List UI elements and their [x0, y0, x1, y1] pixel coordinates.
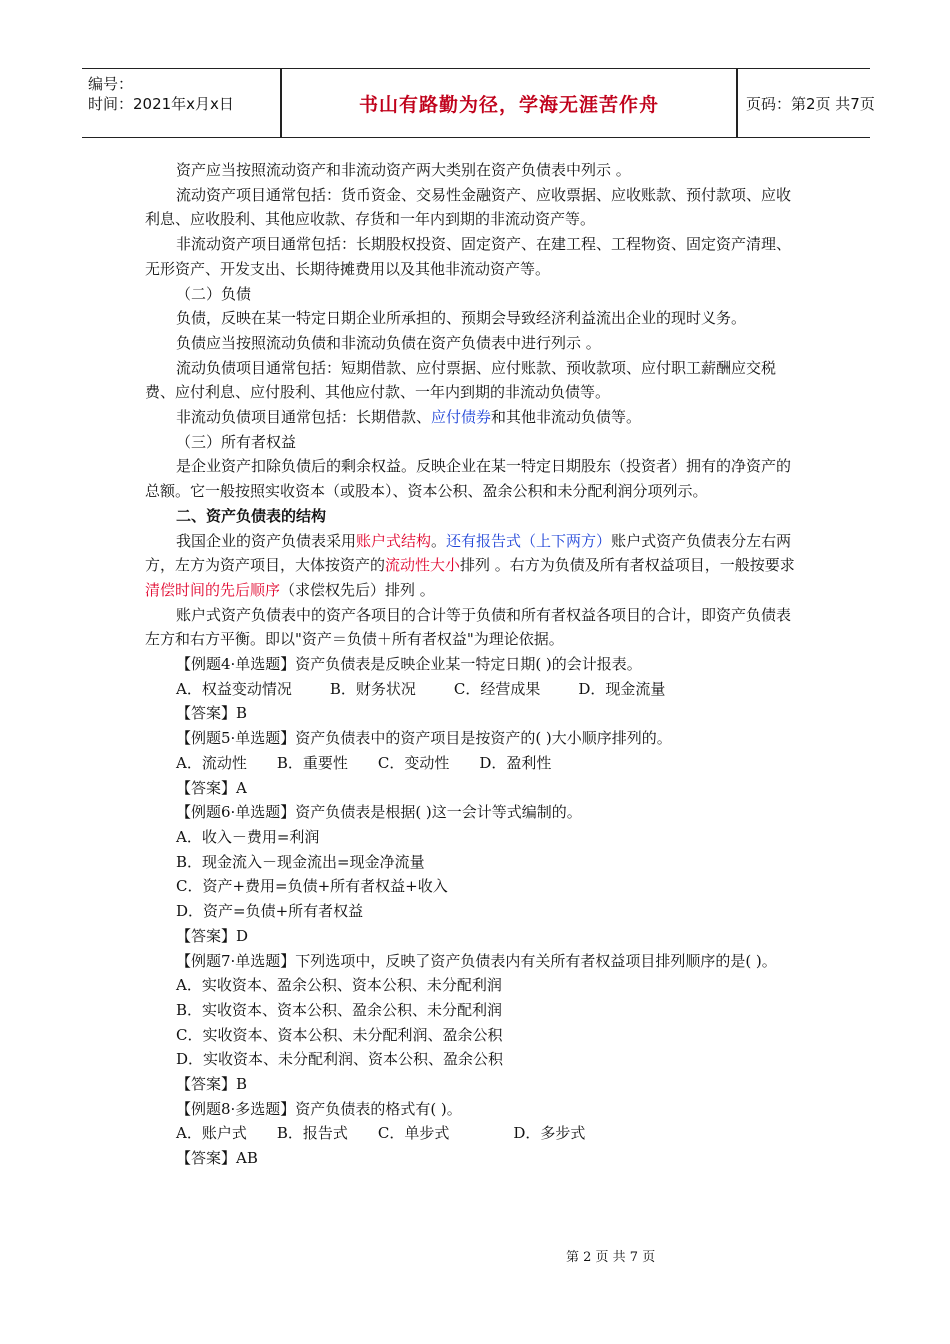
section-heading-equity: （三）所有者权益 [176, 432, 297, 451]
option: D．盈利性 [479, 753, 552, 772]
highlight-account-form: 账户式结构 [356, 531, 432, 550]
option: D．资产=负债+所有者权益 [176, 902, 364, 921]
text-run: 我国企业的资产负债表采用 [176, 531, 357, 550]
paragraph: 流动资产项目通常包括：货币资金、交易性金融资产、应收票据、应收账款、预付款项、应收利息、应收股利、其他应收款、存货和一年内到期的非流动资产等。 [145, 185, 792, 229]
paragraph: 负债，反映在某一特定日期企业所承担的、预期会导致经济利益流出企业的现时义务。 [176, 309, 747, 328]
option: B．重要性 [276, 753, 348, 772]
paragraph: 账户式资产负债表中的资产各项目的合计等于负债和所有者权益各项目的合计，即资产负债表左方和右方平衡。即以"资产＝负债＋所有者权益"为理论依据。 [145, 605, 792, 649]
header-meta [82, 69, 280, 137]
option: A．实收资本、盈余公积、资本公积、未分配利润 [176, 976, 502, 995]
answer-5: 【答案】A [176, 778, 247, 797]
answer-7: 【答案】B [176, 1075, 248, 1094]
text-run: （求偿权先后）排列 。 [280, 580, 435, 599]
highlight-repayment-order: 清偿时间的先后顺序 [145, 580, 281, 599]
answer-4: 【答案】B [176, 704, 248, 723]
paragraph: 负债应当按照流动负债和非流动负债在资产负债表中进行列示 。 [176, 333, 601, 352]
question-5-options [145, 751, 805, 776]
paragraph: 资产应当按照流动资产和非流动资产两大类别在资产负债表中列示 。 [176, 161, 631, 179]
option: A．流动性 [176, 753, 247, 772]
question-5: 【例题5·单选题】资产负债表中的资产项目是按资产的( )大小顺序排列的。 [176, 729, 672, 748]
option: C．经营成果 [453, 679, 541, 698]
option: C．实收资本、资本公积、未分配利润、盈余公积 [176, 1025, 503, 1044]
paragraph: 非流动资产项目通常包括：长期股权投资、固定资产、在建工程、工程物资、固定资产清理、无形资产、开发支出、长期待摊费用以及其他非流动资产等。 [145, 235, 792, 278]
header-page [738, 69, 875, 137]
answer-6: 【答案】D [176, 926, 249, 945]
section-heading-liabilities: （二）负债 [176, 284, 252, 303]
option: C．单步式 [377, 1124, 450, 1143]
text-run: 非流动负债项目通常包括：长期借款、 [176, 408, 432, 427]
document-number: 编号： [88, 75, 134, 93]
paragraph [145, 529, 805, 603]
question-4-options [145, 677, 805, 702]
option: D．现金流量 [578, 679, 666, 698]
option: B．财务状况 [329, 679, 416, 698]
section-heading-structure: 二、资产负债表的结构 [176, 506, 327, 525]
page-indicator: 页码：第2页 共7页 [746, 94, 875, 113]
highlight-liquidity: 流动性大小 [385, 556, 461, 575]
option: C．资产+费用=负债+所有者权益+收入 [176, 877, 448, 896]
question-7: 【例题7·单选题】下列选项中，反映了资产负债表内有关所有者权益项目排列顺序的是( )。 [176, 951, 777, 970]
document-date: 时间：2021年x月x日 [88, 95, 234, 113]
option: A．权益变动情况 [176, 679, 292, 698]
text-run: 排列 。右方为负债及所有者权益项目，一般按要求 [460, 556, 795, 575]
question-8: 【例题8·多选题】资产负债表的格式有( )。 [176, 1099, 462, 1118]
question-6: 【例题6·单选题】资产负债表是根据( )这一会计等式编制的。 [176, 803, 582, 822]
highlight-bonds: 应付债券 [431, 408, 492, 427]
paragraph: 流动负债项目通常包括：短期借款、应付票据、应付账款、预收款项、应付职工薪酬应交税费、应付利息、应付股利、其他应付款、一年内到期的非流动负债等。 [145, 358, 777, 402]
page-footer: 第 2 页 共 7 页 [566, 1250, 656, 1265]
option: B．实收资本、资本公积、盈余公积、未分配利润 [176, 1000, 503, 1019]
paragraph: 是企业资产扣除负债后的剩余权益。反映企业在某一特定日期股东（投资者）拥有的净资产的总额。它一般按照实收资本（或股本）、资本公积、盈余公积和未分配利润分项列示。 [145, 457, 792, 501]
option: B．报告式 [276, 1124, 348, 1143]
header-motto [282, 69, 736, 137]
option: D．多步式 [513, 1124, 586, 1143]
paragraph [145, 405, 805, 430]
text-run: 。 [431, 531, 447, 550]
option: A．账户式 [176, 1124, 247, 1143]
option: A．收入－费用=利润 [176, 827, 320, 846]
option: C．变动性 [377, 753, 450, 772]
option: D．实收资本、未分配利润、资本公积、盈余公积 [176, 1050, 504, 1069]
question-8-options [145, 1121, 805, 1146]
option: B．现金流入－现金流出=现金净流量 [176, 852, 425, 871]
document-body [145, 158, 805, 1171]
motto-text: 书山有路勤为径，学海无涯苦作舟 [358, 93, 659, 116]
text-run: 账户式资产负债表分左右两方，左方为资产项目，大体按资产的 [145, 531, 792, 575]
answer-8: 【答案】AB [176, 1149, 258, 1168]
page-header [82, 68, 875, 138]
text-run: 和其他非流动负债等。 [491, 408, 642, 427]
highlight-report-form: 还有报告式（上下两方） [446, 531, 612, 550]
question-4: 【例题4·单选题】资产负债表是反映企业某一特定日期( )的会计报表。 [176, 655, 642, 674]
